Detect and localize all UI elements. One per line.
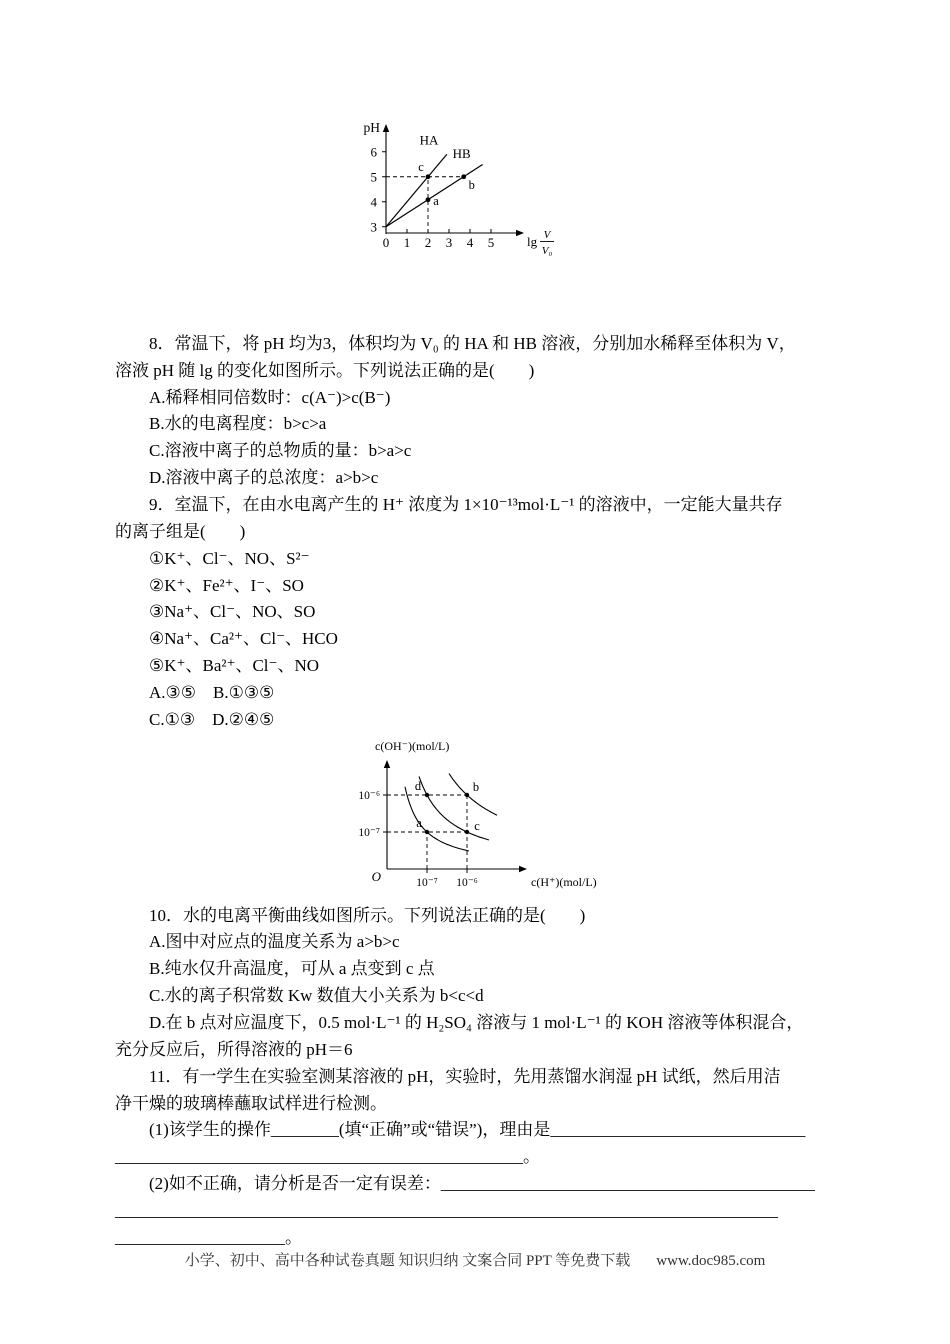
q10-stem: 10．水的电离平衡曲线如图所示。下列说法正确的是( ) [149, 905, 586, 925]
svg-text:3: 3 [370, 219, 377, 235]
q8-stem-line2: 溶液 pH 随 lg 的变化如图所示。下列说法正确的是( ) [115, 360, 535, 380]
svg-text:10⁻⁶: 10⁻⁶ [357, 789, 380, 802]
svg-text:a: a [415, 815, 422, 830]
svg-text:V: V [543, 229, 550, 241]
q9-stem-line2: 的离子组是( ) [115, 521, 246, 541]
q8-option-c: C.溶液中离子的总物质的量：b>a>c [149, 441, 412, 461]
svg-text:lg: lg [526, 234, 537, 249]
svg-text:2: 2 [424, 235, 431, 250]
q11-part2-line3: ____________________。 [115, 1227, 302, 1247]
q11-part1-line2: ________________________________________________。 [115, 1147, 540, 1167]
q9-ion-group-2: ②K⁺、Fe²⁺、I⁻、SO [149, 575, 304, 595]
svg-text:b: b [472, 779, 479, 794]
q10-option-c: C.水的离子积常数 Kw 数值大小关系为 b<c<d [149, 986, 484, 1006]
svg-text:0: 0 [382, 235, 389, 250]
q10-option-d-line1: D.在 b 点对应温度下，0.5 mol·L⁻¹ 的 H₂SO₄ 溶液与 1 mol·L⁻¹ 的 KOH 溶液等体积混合， [149, 1013, 804, 1033]
q9-ion-group-5: ⑤K⁺、Ba²⁺、Cl⁻、NO [149, 656, 320, 676]
q8-option-a: A.稀释相同倍数时：c(A⁻)>c(B⁻) [149, 387, 391, 407]
water-ionization-chart-figure [115, 734, 832, 903]
q11-part2-line2: ______________________________________________________________________________ [115, 1201, 778, 1221]
q9-answers-ab: A.③⑤ B.①③⑤ [149, 683, 275, 703]
svg-text:c(H⁺)(mol/L): c(H⁺)(mol/L) [530, 874, 597, 889]
svg-text:5: 5 [487, 235, 494, 250]
svg-text:V₀: V₀ [541, 245, 552, 257]
q9-ion-group-3: ③Na⁺、Cl⁻、NO、SO [149, 602, 316, 622]
svg-text:10⁻⁷: 10⁻⁷ [357, 826, 380, 839]
svg-text:HA: HA [419, 132, 438, 148]
svg-text:5: 5 [370, 169, 377, 185]
q9-ion-group-4: ④Na⁺、Ca²⁺、Cl⁻、HCO [149, 629, 338, 649]
svg-text:HB: HB [452, 146, 471, 161]
q8-option-d: D.溶液中离子的总浓度：a>b>c [149, 468, 379, 488]
svg-text:10⁻⁷: 10⁻⁷ [415, 876, 438, 889]
svg-text:3: 3 [445, 235, 452, 250]
q11-part1-line1: (1)该学生的操作________(填“正确”或“错误”)，理由是______________________________ [149, 1120, 806, 1140]
svg-text:6: 6 [370, 144, 377, 160]
svg-text:4: 4 [466, 235, 473, 250]
q8-option-b: B.水的电离程度：b>c>a [149, 414, 327, 434]
svg-text:c: c [417, 159, 424, 174]
footer-text: 小学、初中、高中各种试卷真题 知识归纳 文案合同 PPT 等免费下载 [184, 1253, 631, 1269]
page-footer [0, 1249, 950, 1270]
water-ionization-chart [329, 734, 619, 894]
svg-text:1: 1 [403, 235, 410, 250]
svg-text:c(OH⁻)(mol/L): c(OH⁻)(mol/L) [374, 738, 449, 753]
svg-text:4: 4 [370, 194, 377, 210]
q9-ion-group-1: ①K⁺、Cl⁻、NO、S²⁻ [149, 548, 310, 568]
svg-text:a: a [432, 193, 439, 208]
q8-stem-line1: 8．常温下，将 pH 均为3，体积均为 V₀ 的 HA 和 HB 溶液，分别加水稀释至体积为 V， [149, 333, 796, 353]
q9-stem-line1: 9．室温下，在由水电离产生的 H⁺ 浓度为 1×10⁻¹³mol·L⁻¹ 的溶液中，一定能大量共存 [149, 495, 783, 515]
q9-answers-cd: C.①③ D.②④⑤ [149, 709, 275, 729]
q11-part2-line1: (2)如不正确，请分析是否一定有误差：____________________________________________ [149, 1174, 815, 1194]
q11-stem-line2: 净干燥的玻璃棒蘸取试样进行检测。 [115, 1093, 387, 1113]
q10-option-a: A.图中对应点的温度关系为 a>b>c [149, 932, 400, 952]
svg-text:b: b [468, 177, 475, 192]
ph-dilution-chart [344, 78, 604, 264]
q10-option-d-line2: 充分反应后，所得溶液的 pH＝6 [115, 1039, 353, 1059]
svg-text:d: d [414, 778, 421, 793]
footer-url[interactable]: www.doc985.com [656, 1253, 766, 1269]
svg-text:O: O [371, 868, 381, 884]
svg-text:10⁻⁶: 10⁻⁶ [455, 876, 478, 889]
q10-option-b: B.纯水仅升高温度，可从 a 点变到 c 点 [149, 959, 435, 979]
svg-text:pH: pH [363, 120, 380, 135]
q11-stem-line1: 11．有一学生在实验室测某溶液的 pH，实验时，先用蒸馏水润湿 pH 试纸，然后用洁 [149, 1066, 781, 1086]
dilution-chart-figure [115, 0, 832, 273]
svg-text:c: c [473, 818, 480, 833]
